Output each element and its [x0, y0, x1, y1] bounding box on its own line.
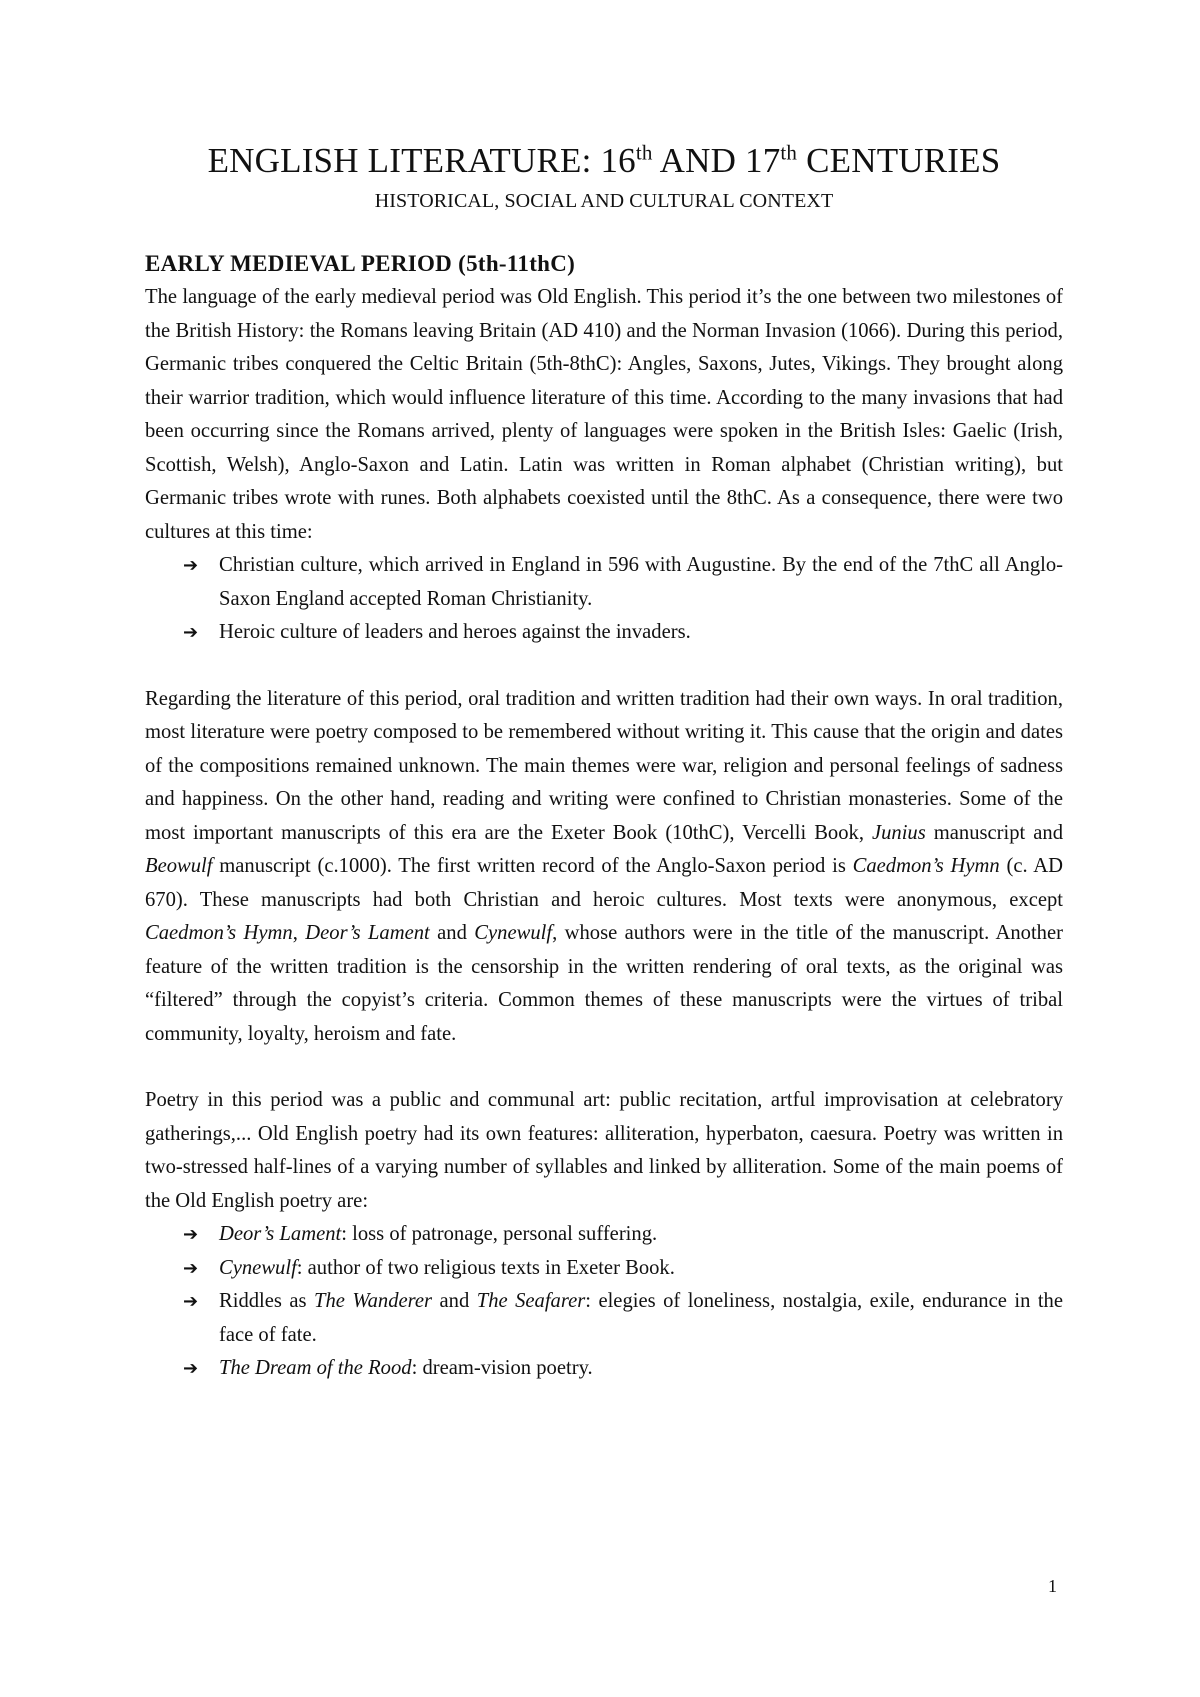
arrow-bullet-icon: ➔ [183, 622, 199, 643]
paragraph-language-history: The language of the early medieval period was Old English. This period it’s the one between two milestones of the British History: the Romans leaving Britain (AD 410) and the Norman Invasion (1066). During this period, Germanic tribes conquered the Celtic Britain (5th-8thC): Angles, Saxons, Jutes, Vikings. They brought along their warrior tradition, which would influence literature of this time. According to the many invasions that had been occurring since the Romans arrived, plenty of languages were spoken in the British Isles: Gaelic (Irish, Scottish, Welsh), Anglo-Saxon and Latin. Latin was written in Roman alphabet (Christian writing), but Germanic tribes wrote with runes. Both alphabets coexisted until the 8thC. As a consequence, there were two cultures at this time: [145, 286, 1063, 543]
list-item: ➔ Riddles as The Wanderer and The Seafarer: elegies of loneliness, nostalgia, exile, endurance in the face of fate. [145, 1285, 1063, 1352]
arrow-bullet-icon: ➔ [183, 1291, 199, 1312]
arrow-bullet-icon: ➔ [183, 1224, 199, 1245]
cultures-list [145, 549, 1063, 650]
arrow-bullet-icon: ➔ [183, 1358, 199, 1379]
page-number: 1 [1048, 1576, 1057, 1596]
list-item: ➔ Cynewulf: author of two religious texts in Exeter Book. [145, 1252, 1063, 1286]
paragraph-literature-traditions: Regarding the literature of this period, oral tradition and written tradition had their own ways. In oral tradition, most literature were poetry composed to be remembered without writing it. This cause that the origin and dates of the compositions remained unknown. The main themes were war, religion and personal feelings of sadness and happiness. On the other hand, reading and writing were confined to Christian monasteries. Some of the most important manuscripts of this era are the Exeter Book (10thC), Vercelli Book, Junius manuscript and Beowulf manuscript (c.1000). The first written record of the Anglo-Saxon period is Caedmon’s Hymn (c. AD 670). These manuscripts had both Christian and heroic cultures. Most texts were anonymous, except Caedmon’s Hymn, Deor’s Lament and Cynewulf, whose authors were in the title of the manuscript. Another feature of the written tradition is the censorship in the written rendering of oral texts, as the original was “filtered” through the copyist’s criteria. Common themes of these manuscripts were the virtues of tribal community, loyalty, heroism and fate. [145, 687, 1064, 1045]
section-heading: EARLY MEDIEVAL PERIOD (5th-11thC) [145, 251, 576, 276]
arrow-bullet-icon: ➔ [183, 1257, 199, 1279]
list-item: ➔ Heroic culture of leaders and heroes against the invaders. [145, 616, 1063, 650]
list-item: ➔ The Dream of the Rood: dream-vision poetry. [145, 1352, 1063, 1386]
document-title: ENGLISH LITERATURE: 16th AND 17th CENTURIES [207, 140, 1001, 180]
list-item: ➔ Christian culture, which arrived in England in 596 with Augustine. By the end of the 7thC all Anglo-Saxon England accepted Roman Christianity. [145, 549, 1063, 616]
poems-list [145, 1218, 1063, 1386]
page-content [145, 140, 1063, 1386]
paragraph-poetry-features: Poetry in this period was a public and communal art: public recitation, artful improvisation at celebratory gatherings,... Old English poetry had its own features: alliteration, hyperbaton, caesura. Poetry was written in two-stressed half-lines of a varying number of syllables and linked by alliteration. Some of the main poems of the Old English poetry are: [145, 1089, 1063, 1212]
list-item: ➔ Deor’s Lament: loss of patronage, personal suffering. [145, 1218, 1063, 1252]
arrow-bullet-icon: ➔ [183, 555, 199, 576]
document-subtitle: HISTORICAL, SOCIAL AND CULTURAL CONTEXT [374, 190, 834, 212]
